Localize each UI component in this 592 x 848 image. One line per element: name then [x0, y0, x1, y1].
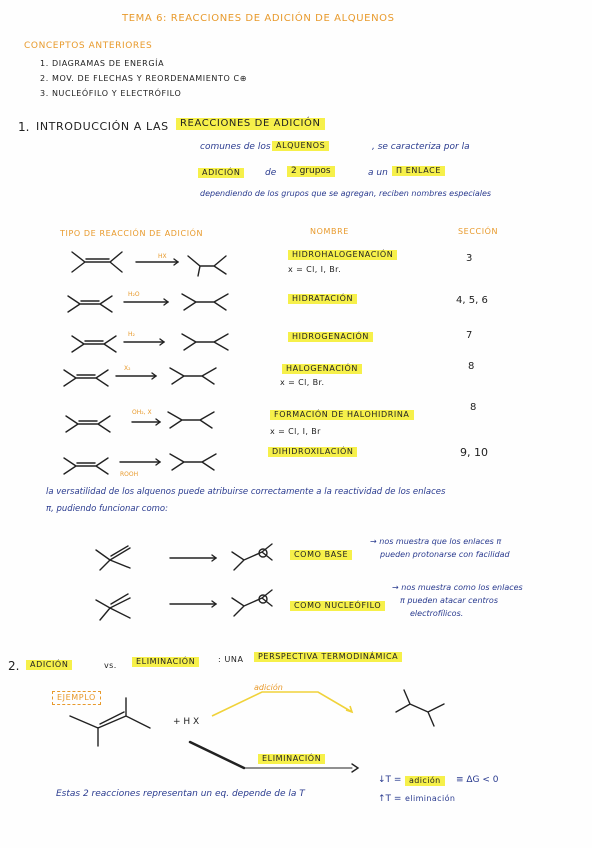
table-row-5-name: FORMACIÓN DE HALOHIDRINA [270, 410, 414, 420]
table-header-section: SECCIÓN [458, 227, 499, 236]
table-row-2-name: HIDRATACIÓN [288, 294, 357, 304]
cond-high-t: ↑T = [378, 794, 402, 804]
cond-high-t-eliminacion: eliminación [405, 794, 456, 803]
page-title: TEMA 6: REACCIONES DE ADICIÓN DE ALQUENOS [122, 13, 395, 24]
previous-concept-3: 3. NUCLEÓFILO Y ELECTRÓFILO [40, 89, 182, 98]
as-base-label: COMO BASE [290, 550, 352, 560]
table-row-1-section: 3 [466, 253, 473, 264]
example-label: EJEMPLO [52, 691, 101, 705]
table-row-1-note: x = Cl, I, Br. [288, 265, 342, 274]
section-2-una: : UNA [218, 655, 244, 664]
reagent-row-2: H₂O [128, 291, 140, 298]
intro-de: de [265, 168, 277, 178]
table-row-6-section: 9, 10 [460, 446, 488, 459]
intro-line-3: dependiendo de los grupos que se agregan, reciben nombres especiales [200, 189, 492, 198]
nuc-note-1: → nos muestra como los enlaces [392, 583, 523, 592]
section-2-perspective: PERSPECTIVA TERMODINÁMICA [254, 652, 402, 662]
arrow-label-adicion: adición [254, 683, 283, 692]
section-1-title-highlight: REACCIONES DE ADICIÓN [176, 118, 325, 130]
reagent-row-1: HX [158, 253, 167, 260]
section-2-eliminacion: ELIMINACIÓN [132, 657, 199, 667]
alkene-structure [72, 252, 122, 272]
table-row-4-section: 8 [468, 361, 475, 372]
table-row-4-note: x = Cl, Br. [280, 378, 325, 387]
equilibrium-statement: Estas 2 reacciones representan un eq. depende de la T [56, 789, 305, 799]
table-row-4-name: HALOGENACIÓN [282, 364, 362, 374]
section-1-title: INTRODUCCIÓN A LAS [36, 120, 169, 133]
table-row-2-section: 4, 5, 6 [456, 295, 488, 306]
previous-concept-2: 2. MOV. DE FLECHAS Y REORDENAMIENTO C⊕ [40, 74, 248, 83]
table-row-6-name: DIHIDROXILACIÓN [268, 447, 357, 457]
base-note-1: → nos muestra que los enlaces π [370, 537, 502, 546]
intro-a-un: a un [368, 168, 388, 178]
reagent-hx: + H X [173, 717, 200, 727]
previous-concept-1: 1. DIAGRAMAS DE ENERGÍA [40, 59, 165, 68]
reagent-row-4: X₂ [124, 365, 131, 372]
nuc-note-2: π pueden atacar centros [400, 596, 498, 605]
reagent-row-6: ROOH [120, 471, 139, 478]
cond-low-t: ↓T = [378, 775, 402, 785]
table-row-5-section: 8 [470, 402, 477, 413]
intro-alquenos: ALQUENOS [272, 141, 329, 151]
reagent-row-3: H₂ [128, 331, 135, 338]
cond-low-t-dg: ≡ ΔG < 0 [456, 775, 499, 785]
as-nucleophile-label: COMO NUCLEÓFILO [290, 601, 385, 611]
base-note-2: pueden protonarse con facilidad [380, 550, 510, 559]
intro-pi-enlace: Π ENLACE [392, 166, 445, 176]
intro-line-1b: , se caracteriza por la [372, 142, 470, 152]
versatility-line-1: la versatilidad de los alquenos puede atribuirse correctamente a la reactividad de los enlaces [46, 487, 446, 497]
section-2-vs: vs. [104, 661, 117, 670]
section-2-adicion: ADICIÓN [26, 660, 72, 670]
cond-low-t-adicion: adición [405, 776, 445, 786]
section-1-number: 1. [18, 120, 30, 134]
nuc-note-3: electrofílicos. [410, 609, 464, 618]
intro-adicion: ADICIÓN [198, 168, 244, 178]
intro-line-1a: comunes de los [200, 142, 271, 152]
previous-concepts-heading: CONCEPTOS ANTERIORES [24, 41, 153, 51]
arrow-label-eliminacion: ELIMINACIÓN [258, 754, 325, 764]
table-row-1-name: HIDROHALOGENACIÓN [288, 250, 397, 260]
table-row-3-section: 7 [466, 330, 473, 341]
table-header-name: NOMBRE [310, 227, 349, 236]
table-row-3-name: HIDROGENACIÓN [288, 332, 373, 342]
table-header-type: TIPO DE REACCIÓN DE ADICIÓN [60, 229, 204, 238]
reagent-row-5: OH₂, X [132, 409, 152, 416]
intro-2-grupos: 2 grupos [287, 166, 335, 177]
versatility-line-2: π, pudiendo funcionar como: [46, 504, 168, 514]
table-row-5-note: x = Cl, I, Br [270, 427, 321, 436]
section-2-number: 2. [8, 659, 20, 673]
